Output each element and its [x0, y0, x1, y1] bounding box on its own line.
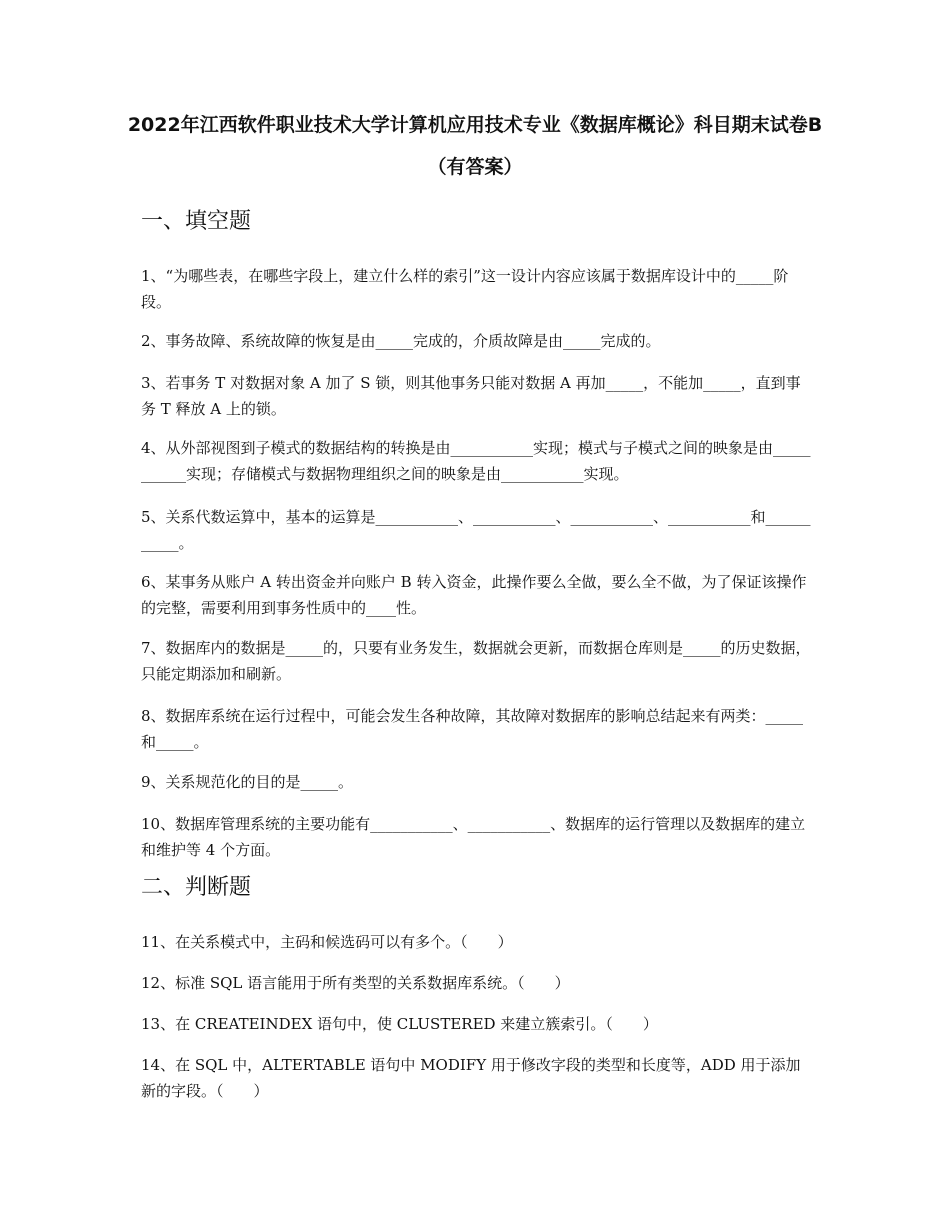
- exam-title: 2022年江西软件职业技术大学计算机应用技术专业《数据库概论》科目期末试卷B（有答案）: [127, 114, 823, 178]
- question-9: 9、关系规范化的目的是_____。: [141, 773, 354, 791]
- question-12: 12、标准 SQL 语言能用于所有类型的关系数据库系统。（ ）: [141, 974, 570, 992]
- question-6: 6、某事务从账户 A 转出资金并向账户 B 转入资金，此操作要么全做，要么全不做，为了保证该操作的完整，需要利用到事务性质中的____性。: [141, 573, 807, 617]
- question-2: 2、事务故障、系统故障的恢复是由_____完成的，介质故障是由_____完成的。: [141, 332, 661, 350]
- question-13: 13、在 CREATEINDEX 语句中，使 CLUSTERED 来建立簇索引。（ ）: [141, 1015, 658, 1033]
- section-heading-true-false: 二、判断题: [141, 875, 252, 900]
- question-3: 3、若事务 T 对数据对象 A 加了 S 锁，则其他事务只能对数据 A 再加_____，不能加_____，直到事务 T 释放 A 上的锁。: [141, 374, 801, 418]
- question-5: 5、关系代数运算中，基本的运算是___________、___________、___________、___________和___________。: [141, 508, 811, 552]
- question-10: 10、数据库管理系统的主要功能有___________、___________、数据库的运行管理以及数据库的建立和维护等 4 个方面。: [141, 815, 806, 859]
- question-4: 4、从外部视图到子模式的数据结构的转换是由___________实现；模式与子模式之间的映象是由___________实现；存储模式与数据物理组织之间的映象是由___________实现。: [141, 439, 811, 483]
- question-1: 1、“为哪些表，在哪些字段上，建立什么样的索引”这一设计内容应该属于数据库设计中的_____阶段。: [141, 267, 789, 311]
- question-14: 14、在 SQL 中，ALTERTABLE 语句中 MODIFY 用于修改字段的类型和长度等，ADD 用于添加新的字段。（ ）: [141, 1056, 801, 1100]
- question-8: 8、数据库系统在运行过程中，可能会发生各种故障，其故障对数据库的影响总结起来有两类：_____和_____。: [141, 707, 804, 751]
- question-7: 7、数据库内的数据是_____的，只要有业务发生，数据就会更新，而数据仓库则是_____的历史数据，只能定期添加和刷新。: [141, 639, 811, 683]
- section-heading-fill-in: 一、填空题: [141, 209, 252, 234]
- question-11: 11、在关系模式中，主码和候选码可以有多个。（ ）: [141, 933, 513, 951]
